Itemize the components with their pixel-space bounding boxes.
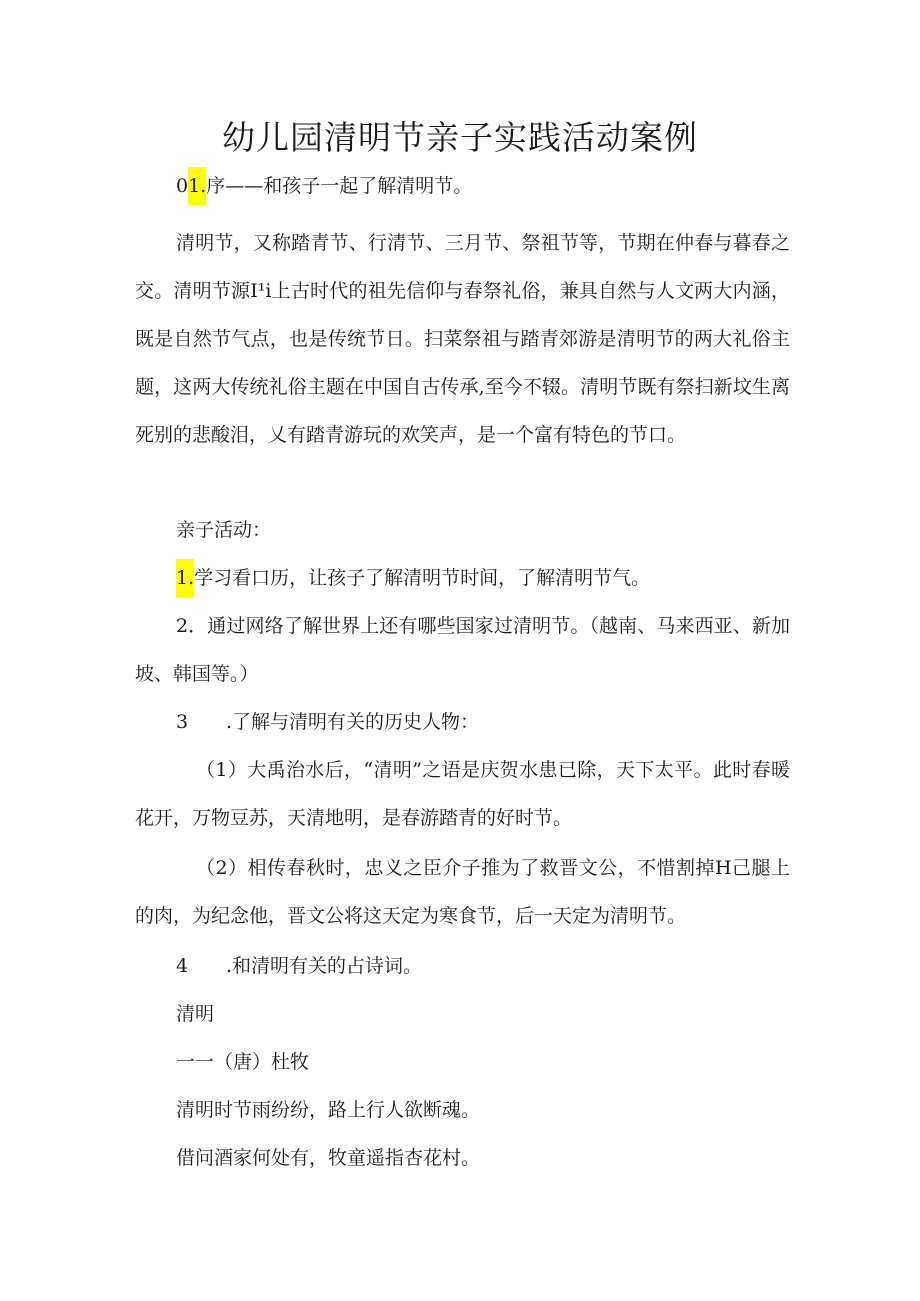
list-item-1	[176, 558, 650, 598]
section-heading-text: 序——和孩子一起了解清明节。	[206, 175, 473, 197]
list-item-3	[176, 702, 479, 742]
poem-author: 一一（唐）杜牧	[176, 1051, 310, 1073]
poem-line-2: 借问酒家何处有，牧童遥指杏花村。	[176, 1147, 481, 1169]
section-heading	[176, 166, 472, 206]
list-item-4	[176, 946, 422, 986]
list-item-text: 学习看口历，让孩子了解清明节时间，了解清明节气。	[194, 567, 651, 589]
highlighted-number: 1.	[188, 167, 206, 205]
list-subitem-1: （1）大禹治水后，“清明”之语是庆贺水患已除，天下太平。此时春暖花开，万物豆苏，天清地明，是春游踏青的好时节。	[135, 759, 790, 829]
list-item-2: 2．通过网络了解世界上还有哪些国家过清明节。（越南、马来西亚、新加坡、韩国等。）	[135, 615, 790, 685]
list-item-number: 3	[176, 711, 189, 733]
poem-title: 清明	[176, 1003, 215, 1025]
highlighted-number: 1.	[176, 559, 194, 597]
list-item-number: 4	[176, 955, 189, 977]
section-number-plain: 0	[176, 175, 189, 197]
list-item-text: .和清明有关的占诗词。	[226, 955, 423, 977]
document-title: 幼儿园清明节亲子实践活动案例	[222, 118, 698, 157]
poem-line-1: 清明时节雨纷纷，路上行人欲断魂。	[176, 1099, 481, 1121]
list-item-text: .了解与清明有关的历史人物：	[226, 711, 480, 733]
list-subitem-2: （2）相传春秋时，忠义之臣介子推为了救晋文公，不惜割掉H己腿上的肉，为纪念他，晋文公将这天定为寒食节，后一天定为清明节。	[135, 857, 790, 927]
intro-paragraph: 清明节，又称踏青节、行清节、三月节、祭祖节等，节期在仲春与暮春之交。清明节源I¹i上古时代的祖先信仰与春祭礼俗，兼具自然与人文两大内涵，既是自然节气点，也是传统节日。扫菜祭祖与踏青郊游是清明节的两大礼俗主题，这两大传统礼俗主题在中国自古传承,至今不辍。清明节既有祭扫新坟生离死别的悲酸泪，乂有踏青游玩的欢笑声，是一个富有特色的节口。	[135, 232, 790, 446]
activities-label: 亲子活动：	[176, 519, 272, 541]
